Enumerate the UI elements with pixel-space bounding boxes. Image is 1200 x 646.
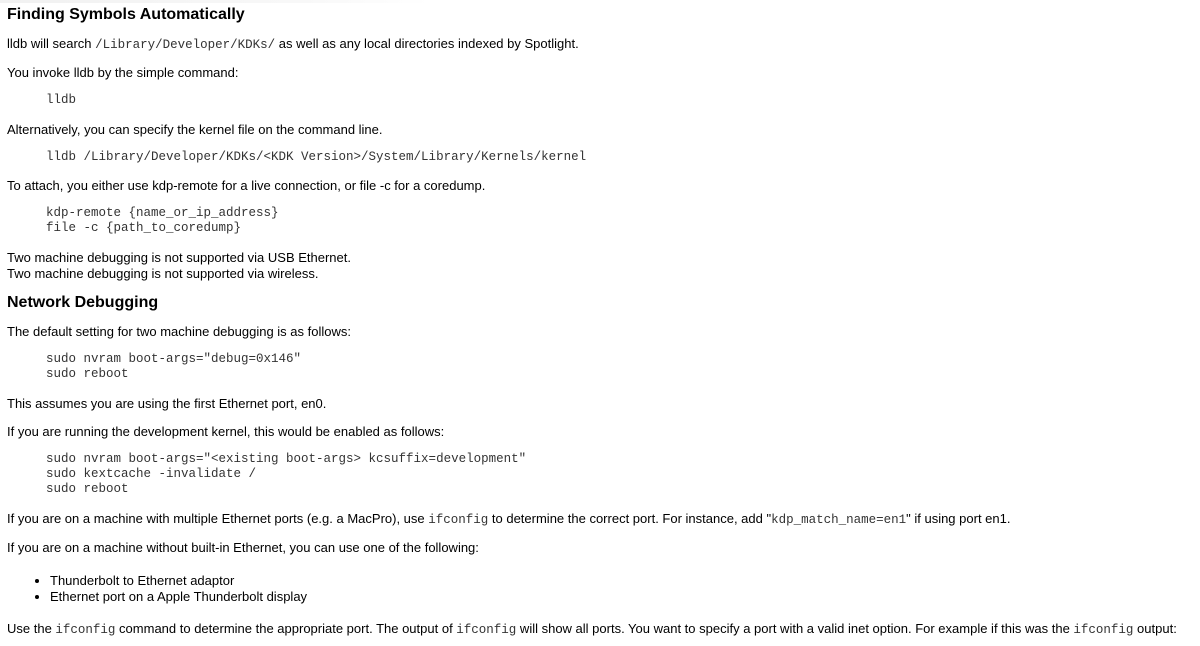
paragraph-text: output: <box>1133 621 1177 636</box>
heading-finding-symbols: Finding Symbols Automatically <box>7 6 245 23</box>
paragraph-text: Use the <box>7 621 56 636</box>
paragraph-no-builtin-ethernet: If you are on a machine without built-in Ethernet, you can use one of the following: <box>7 540 479 555</box>
list-item: • Ethernet port on a Apple Thunderbolt display <box>50 589 307 605</box>
code-line: sudo nvram boot-args="debug=0x146" <box>46 352 302 366</box>
heading-network-debugging: Network Debugging <box>7 294 159 311</box>
top-edge-shadow <box>0 0 430 3</box>
paragraph-two-machine-notes <box>7 250 351 282</box>
code-line: sudo reboot <box>46 367 129 381</box>
paragraph-multiple-ports <box>7 511 1010 528</box>
code-block-development-bootargs <box>7 452 526 497</box>
inline-code-ifconfig: ifconfig <box>1073 623 1134 637</box>
paragraph-text: will show all ports. You want to specify a port with a valid inet option. For example if this was the <box>516 621 1074 636</box>
paragraph-development-kernel: If you are running the development kernel, this would be enabled as follows: <box>7 424 445 439</box>
ethernet-options-list <box>7 573 307 605</box>
code-block-lldb-kernel <box>7 150 586 165</box>
paragraph-text: If you are on a machine with multiple Ethernet ports (e.g. a MacPro), use <box>7 511 429 526</box>
code-line: file -c {path_to_coredump} <box>46 221 242 235</box>
code-block-lldb <box>7 93 76 108</box>
code-line: kdp-remote {name_or_ip_address} <box>46 206 279 220</box>
paragraph-text: to determine the correct port. For instance, add " <box>488 511 772 526</box>
inline-code-kdp-match-name: kdp_match_name=en1 <box>771 513 907 527</box>
paragraph-first-ethernet: This assumes you are using the first Ethernet port, en0. <box>7 396 327 411</box>
paragraph-invoke-lldb: You invoke lldb by the simple command: <box>7 65 239 80</box>
code-block-default-bootargs <box>7 352 301 382</box>
inline-code-ifconfig: ifconfig <box>55 623 116 637</box>
paragraph-text: command to determine the appropriate port. The output of <box>115 621 457 636</box>
paragraph-attach: To attach, you either use kdp-remote for a live connection, or file -c for a coredump. <box>7 178 486 193</box>
paragraph-kernel-file: Alternatively, you can specify the kernel file on the command line. <box>7 122 383 137</box>
list-item: • Thunderbolt to Ethernet adaptor <box>50 573 307 589</box>
note-usb-ethernet: Two machine debugging is not supported via USB Ethernet. <box>7 250 351 265</box>
inline-code-ifconfig: ifconfig <box>456 623 517 637</box>
paragraph-lldb-search <box>7 36 579 53</box>
inline-code-ifconfig: ifconfig <box>428 513 489 527</box>
code-line: sudo reboot <box>46 482 129 496</box>
paragraph-text: " if using port en1. <box>906 511 1011 526</box>
code-block-attach <box>7 206 279 236</box>
paragraph-default-setting: The default setting for two machine debugging is as follows: <box>7 324 351 339</box>
paragraph-text: as well as any local directories indexed by Spotlight. <box>275 36 579 51</box>
code-line: sudo nvram boot-args="<existing boot-args> kcsuffix=development" <box>46 452 527 466</box>
paragraph-text: lldb will search <box>7 36 96 51</box>
note-wireless: Two machine debugging is not supported via wireless. <box>7 266 319 281</box>
inline-code-kdks-path: /Library/Developer/KDKs/ <box>95 38 276 52</box>
code-line: sudo kextcache -invalidate / <box>46 467 257 481</box>
code-line: lldb /Library/Developer/KDKs/<KDK Version>/System/Library/Kernels/kernel <box>46 150 587 164</box>
code-line: lldb <box>46 93 77 107</box>
paragraph-use-ifconfig <box>7 621 1177 638</box>
